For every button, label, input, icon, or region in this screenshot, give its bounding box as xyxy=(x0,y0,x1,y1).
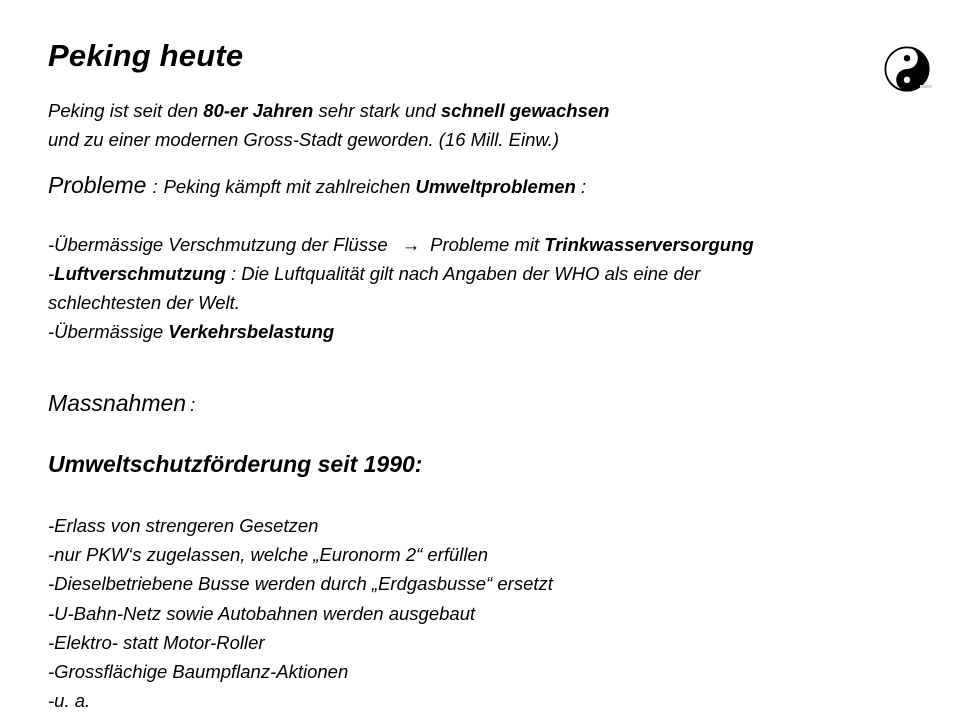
massnahmen-heading xyxy=(48,390,195,417)
umweltschutz-heading: Umweltschutzförderung seit 1990: xyxy=(48,451,423,477)
slide-title: Peking heute xyxy=(48,38,244,73)
problem-bold: Luftverschmutzung xyxy=(54,263,226,284)
intro-bold-schnell: schnell gewachsen xyxy=(440,100,610,121)
problem-bold: Verkehrsbelastung xyxy=(168,321,335,342)
problem-item xyxy=(48,259,878,288)
probleme-bold: Umweltproblemen xyxy=(415,176,576,197)
measure-item: -nur PKW‘s zugelassen, welche „Euronorm 2“ erfüllen xyxy=(48,544,489,566)
intro-paragraph xyxy=(48,96,868,154)
intro-text: sehr stark und xyxy=(313,100,441,121)
problems-list xyxy=(48,230,878,346)
intro-bold-80er: 80-er Jahren xyxy=(203,100,314,121)
logo-underline xyxy=(920,85,932,88)
intro-line-2: und zu einer modernen Gross-Stadt geworden. (16 Mill. Einw.) xyxy=(48,129,560,150)
massnahmen-colon: : xyxy=(190,394,196,415)
intro-line-1 xyxy=(48,96,868,125)
problem-item xyxy=(48,317,878,346)
problem-bold: Trinkwasserversorgung xyxy=(544,234,754,255)
probleme-separator: : xyxy=(152,176,158,197)
intro-text: Peking ist seit den xyxy=(48,100,204,121)
problem-item xyxy=(48,230,878,259)
problem-text: -Übermässige Verschmutzung der Flüsse xyxy=(48,234,388,255)
probleme-end: : xyxy=(575,176,587,197)
arrow-right-icon: → xyxy=(401,234,421,255)
problem-text: -Übermässige xyxy=(48,321,169,342)
measure-item: -u. a. xyxy=(48,690,91,712)
problem-item-continuation: schlechtesten der Welt. xyxy=(48,292,240,313)
problem-text: Probleme mit xyxy=(430,234,545,255)
measures-list xyxy=(48,511,878,715)
problem-dash: - xyxy=(48,263,55,284)
probleme-heading xyxy=(48,172,586,199)
massnahmen-label: Massnahmen xyxy=(48,390,187,416)
measure-item: -Erlass von strengeren Gesetzen xyxy=(48,515,319,536)
probleme-label: Probleme xyxy=(48,172,147,198)
measure-item: -Grossflächige Baumpflanz-Aktionen xyxy=(48,661,349,683)
measure-item: -U-Bahn-Netz sowie Autobahnen werden ausgebaut xyxy=(48,602,476,624)
problem-text: : Die Luftqualität gilt nach Angaben der WHO als eine der xyxy=(225,263,701,284)
probleme-text: Peking kämpft mit zahlreichen xyxy=(163,176,416,197)
measure-item: -Elektro- statt Motor-Roller xyxy=(48,631,265,653)
measure-item: -Dieselbetriebene Busse werden durch „Erdgasbusse“ ersetzt xyxy=(48,573,553,595)
